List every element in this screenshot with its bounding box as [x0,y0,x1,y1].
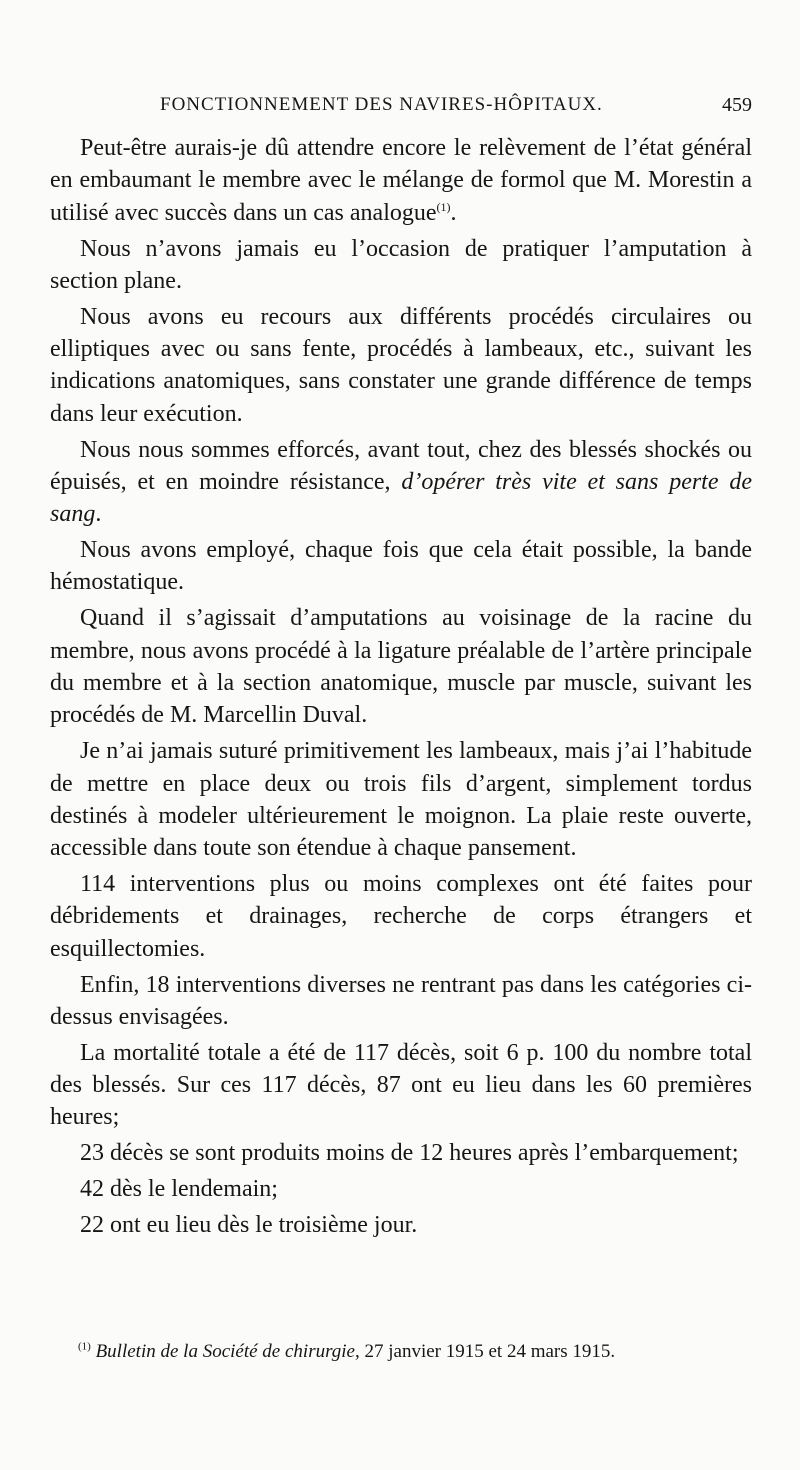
footnote-title: Bulletin de la Société de chirurgie [95,1341,355,1362]
paragraph-8: 114 interventions plus ou moins complexes ont été faites pour débridements et drainages, recherche de corps étrangers et esquillectomies. [50,871,752,962]
paragraph-6: Quand il s’agissait d’amputations au voisinage de la racine du membre, nous avons procédé à la ligature préalable de l’artère principale du membre et à la section anatomique, muscle par muscle, suivant les procédés de M. Marcellin Duval. [50,605,752,729]
paragraph-5: Nous avons employé, chaque fois que cela était possible, la bande hémostatique. [50,537,752,596]
paragraph-9: Enfin, 18 interventions diverses ne rentrant pas dans les catégories ci-dessus envisagées. [50,971,752,1030]
paragraph-1-text: Peut-être aurais-je dû attendre encore le relèvement de l’état général en embaumant le membre avec le mélange de formol que M. Morestin a utilisé avec succès dans un cas analogue [50,135,752,226]
paragraph-3: Nous avons eu recours aux différents procédés circulaires ou elliptiques avec ou sans fente, procédés à lambeaux, etc., suivant les indications anatomiques, sans constater une grande différence de temps dans leur exécution. [50,303,752,427]
paragraph-4-end: . [95,501,102,528]
paragraph-4-text: Nous nous sommes efforcés, avant tout, chez des blessés shockés ou épuisés, et en moindre résistance, [50,436,752,495]
paragraph-1 [50,132,752,229]
paragraph-4-italic: d’opérer très vite et sans perte de sang [50,468,752,528]
footnote-rest: , 27 janvier 1915 et 24 mars 1915. [355,1341,616,1362]
paragraph-10: La mortalité totale a été de 117 décès, soit 6 p. 100 du nombre total des blessés. Sur ces 117 décès, 87 ont eu lieu dans les 60 premières heures; [50,1039,752,1131]
paragraph-2: Nous n’avons jamais eu l’occasion de pratiquer l’amputation à section plane. [50,235,752,294]
paragraph-13: 22 ont eu lieu dès le troisième jour. [80,1211,418,1238]
footnote-reference: (1) [436,199,451,214]
footnote [78,1340,752,1364]
running-head: FONCTIONNEMENT DES NAVIRES-HÔPITAUX. [160,94,603,115]
paragraph-12: 42 dès le lendemain; [80,1175,278,1202]
footnote-marker: (1) [78,1340,91,1353]
paragraph-4 [50,434,752,531]
paragraph-7: Je n’ai jamais suturé primitivement les lambeaux, mais j’ai l’habitude de mettre en place deux ou trois fils d’argent, simplement tordus destinés à modeler ultérieurement le moignon. La plaie reste ouverte, accessible dans toute son étendue à chaque pansement. [50,738,752,862]
paragraph-11: 23 décès se sont produits moins de 12 heures après l’embarquement; [80,1140,739,1167]
page-header [50,94,752,118]
page-number: 459 [722,94,752,116]
paragraph-1-end: . [450,199,457,226]
body-text [50,132,752,1244]
